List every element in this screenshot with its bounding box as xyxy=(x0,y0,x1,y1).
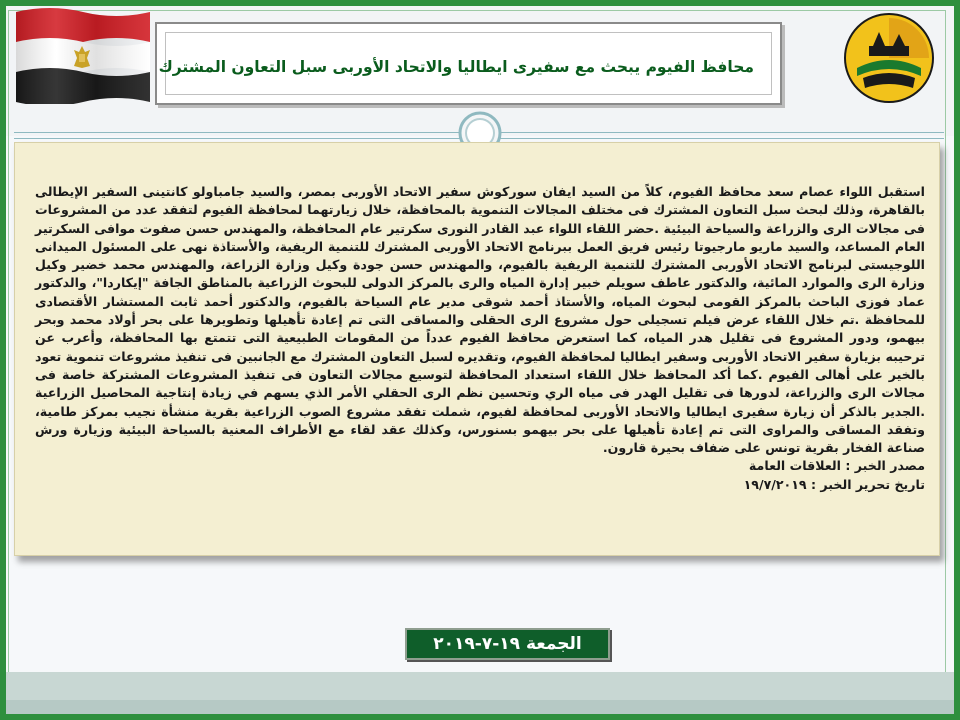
news-date: تاريخ تحرير الخبر : ١٩/٧/٢٠١٩ xyxy=(743,476,925,492)
egypt-flag-icon xyxy=(16,8,150,104)
headline-box xyxy=(155,22,782,105)
article-text xyxy=(35,183,925,494)
footer-band-lower xyxy=(6,700,954,714)
article-body: استقبل اللواء عصام سعد محافظ الفيوم، كلاً من السيد ايفان سوركوش سفير الاتحاد الأوربى بمصر، والسيد جامباولو كانتينى السفير الإيطالى بالقاهرة، وذلك لبحث سبل التعاون المشترك فى مختلف المجالات التنموية بالمحافظة، خلال زيارتهما لمحافظة الفيوم لتفقد عدد من المشروعات فى مجالات الرى والزراعة والسياحة البيئية .حضر اللقاء اللواء عبد القادر النورى سكرتير عام المحافظة، والمهندس حسن صفوت موافى السكرتير العام المساعد، والسيد ماريو مارجيوتا رئيس فريق العمل ببرنامج الاتحاد الأوربى المشترك للتنمية الريفية، والأستاذة نهى على المسئول الميدانى اللوجيستى لبرنامج الاتحاد الأوربى المشترك للتنمية الريفية بالفيوم، والمهندس حسن جودة وكيل وزارة الزراعة، والمهندس محمد خضير وكيل وزارة الرى والموارد المائية، والدكتور عاطف سويلم خبير إدارة المياه والرى بالمركز الدولى للبحوث الزراعية بالمناطق الجافة "إيكاردا"، والدكتور عماد فوزى الباحث بالمركز القومى لبحوث المياه، والأستاذ أحمد شوقى مدير عام السياحة بالفيوم، والدكتور أحمد ثابت المستشار الأقتصادى للمحافظة .تم خلال اللقاء عرض فيلم تسجيلى حول مشروع الرى الحقلى والمساقى التى تم إعادة تأهيلها وتطويرها على بحر أولاد محمد وبحر بيهمو، ودور المشروع فى تقليل هدر المياه، كما استعرض محافظ الفيوم عدداً من المقومات الطبيعية التى تتمتع بها المحافظة، وأعرب عن ترحيبه بزيارة سفير الاتحاد الأوربى وسفير ايطاليا لمحافظة الفيوم، وتقديره لسبل التعاون المشترك مع الجانبين فى تنفيذ مشروعات تنموية تعود بالخير على أهالى الفيوم .كما أكد المحافظ خلال اللقاء استعداد المحافظة لتوسيع مجالات التعاون فى تنفيذ المشروعات المشتركة خاصة فى مجالات الرى والزراعة، لدورها فى تقليل الهدر فى مياه الري وتحسين نظم الرى الحقلي الأمر الذي يسهم في زيادة إنتاجية المحاصيل الزراعية .الجدير بالذكر أن زيارة سفيرى ايطاليا والاتحاد الأوربى لمحافظة لفيوم، شملت تفقد مشروع الصوب الزراعية بقرية منشأة نجيب بمركز طامية، وتفقد المساقى والمراوى التى تم إعادة تأهيلها على بحر بيهمو بسنورس، وكذلك عقد لقاء مع الأطراف المعنية بالسياحة البيئية وزيارة ورش صناعة الفخار بقرية تونس على ضفاف بحيرة قارون. xyxy=(35,184,925,456)
headline-title: محافظ الفيوم يبحث مع سفيرى ايطاليا والاتحاد الأوربى سبل التعاون المشترك xyxy=(158,58,754,76)
date-badge: الجمعة ١٩-٧-٢٠١٩ xyxy=(405,628,610,660)
fayoum-emblem-icon xyxy=(843,12,935,104)
news-source: مصدر الخبر : العلاقات العامة xyxy=(748,458,925,474)
article-panel xyxy=(14,142,940,556)
